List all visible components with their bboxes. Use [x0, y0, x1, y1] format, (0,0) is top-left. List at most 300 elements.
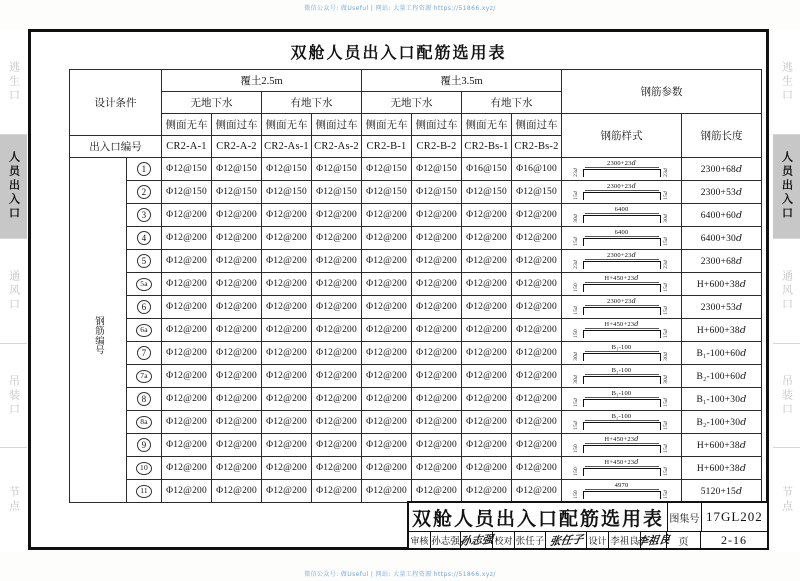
rebar-style-cell — [562, 480, 682, 503]
sign-role-label — [587, 532, 609, 548]
diagram-bar-wrap — [570, 376, 674, 385]
rebar-selection-table — [69, 69, 762, 503]
diagram-right-hook-label: 30d — [663, 214, 669, 223]
diagram-right-hook-label: 30d — [663, 352, 669, 361]
rebar-spec-cell: Φ12@200 — [162, 411, 212, 434]
diagram-dimension-line — [585, 259, 659, 260]
rebar-spec-cell: Φ12@150 — [162, 181, 212, 204]
diagram-left-hook-label: 15d — [572, 237, 579, 246]
sign-role-label-text: 设计 — [588, 535, 607, 546]
rebar-style-diagram — [570, 206, 674, 224]
rebar-spec-cell: Φ16@100 — [512, 158, 562, 181]
rebar-length-cell: H+600+38d — [682, 319, 762, 342]
rebar-length-cell: 2300+53d — [682, 296, 762, 319]
rebar-spec-cell: Φ12@150 — [312, 181, 362, 204]
row-number-badge: 4 — [137, 231, 151, 245]
diagram-bar-wrap — [570, 169, 674, 178]
diagram-dimension-line — [585, 443, 659, 444]
rebar-spec-cell: Φ12@150 — [362, 158, 412, 181]
rebar-spec-cell: Φ12@200 — [512, 250, 562, 273]
table-row — [70, 204, 762, 227]
row-number-cell — [127, 319, 162, 342]
rebar-style-cell — [562, 158, 682, 181]
table-row — [70, 273, 762, 296]
diagram-bar-shape — [583, 307, 661, 315]
diagram-bar-shape — [583, 468, 661, 476]
rebar-spec-cell: Φ12@200 — [462, 319, 512, 342]
edge-tab-节点: 节点 — [773, 448, 800, 552]
title-block-title: 双舱人员出入口配筋选用表 — [409, 503, 668, 532]
rebar-spec-cell: Φ12@200 — [162, 434, 212, 457]
sign-name-text: 李祖良 — [610, 537, 639, 547]
diagram-left-hook-label: 30d — [572, 352, 579, 361]
diagram-right-hook-label: 15d — [663, 467, 669, 476]
rebar-spec-cell: Φ12@200 — [362, 411, 412, 434]
sign-name — [515, 532, 546, 548]
rebar-spec-cell: Φ12@200 — [412, 250, 462, 273]
rebar-spec-cell: Φ12@200 — [162, 480, 212, 503]
header-entrance-no: 出入口编号 — [70, 136, 162, 158]
rebar-spec-cell: Φ12@200 — [262, 227, 312, 250]
diagram-left-hook-label: 23d — [572, 260, 579, 269]
edge-tab-人员出入口: 人员出入口 — [0, 135, 27, 240]
rebar-spec-cell: Φ12@200 — [362, 388, 412, 411]
diagram-dimension-line — [585, 167, 659, 168]
rebar-style-cell — [562, 273, 682, 296]
rebar-style-diagram — [570, 183, 674, 201]
rebar-spec-cell: Φ12@200 — [462, 204, 512, 227]
diagram-bar-wrap — [570, 399, 674, 408]
row-number-cell — [127, 158, 162, 181]
diagram-dimension-line — [585, 489, 659, 490]
header-no-car: 侧面无车 — [162, 114, 212, 136]
diagram-bar-wrap — [570, 238, 674, 247]
rebar-style-cell — [562, 365, 682, 388]
diagram-dimension-line — [585, 397, 659, 398]
row-number-badge: 6a — [136, 324, 152, 337]
rebar-spec-cell: Φ12@200 — [212, 388, 262, 411]
header-no-water-2: 无地下水 — [362, 92, 462, 114]
rebar-length-cell: H+600+38d — [682, 434, 762, 457]
sign-name — [431, 532, 461, 548]
diagram-right-hook-label: 15d — [663, 237, 669, 246]
diagram-bar-wrap — [570, 284, 674, 293]
table-row — [70, 227, 762, 250]
rebar-spec-cell: Φ12@200 — [412, 411, 462, 434]
rebar-spec-cell: Φ12@200 — [462, 480, 512, 503]
rebar-spec-cell: Φ12@200 — [212, 342, 262, 365]
row-number-badge: 1 — [137, 162, 151, 176]
entrance-code: CR2-Bs-2 — [512, 136, 562, 158]
row-number-cell — [127, 227, 162, 250]
rebar-spec-cell: Φ12@200 — [162, 296, 212, 319]
row-number-cell — [127, 204, 162, 227]
entrance-code: CR2-B-2 — [412, 136, 462, 158]
edge-tab-通风口: 通风口 — [0, 239, 27, 344]
diagram-bar-shape — [583, 215, 661, 223]
rebar-spec-cell: Φ12@150 — [362, 181, 412, 204]
rebar-length-cell: 2300+68d — [682, 158, 762, 181]
diagram-bar-wrap — [570, 192, 674, 201]
rebar-style-cell — [562, 296, 682, 319]
rebar-spec-cell: Φ12@150 — [412, 158, 462, 181]
rebar-style-diagram — [570, 436, 674, 454]
sign-role-label-text: 校对 — [494, 535, 513, 546]
rebar-spec-cell: Φ12@200 — [162, 365, 212, 388]
rebar-spec-cell: Φ12@200 — [162, 227, 212, 250]
diagram-dimension-label: 4970 — [614, 482, 629, 489]
diagram-bar-shape — [583, 169, 661, 177]
rebar-spec-cell: Φ12@200 — [212, 411, 262, 434]
rebar-length-cell: 6400+60d — [682, 204, 762, 227]
rebar-style-diagram — [570, 482, 674, 500]
rebar-spec-cell: Φ12@200 — [362, 273, 412, 296]
rebar-style-cell — [562, 204, 682, 227]
rebar-spec-cell: Φ12@200 — [412, 319, 462, 342]
title-block-row-1 — [409, 503, 767, 532]
drawing-frame — [28, 29, 769, 550]
edge-tab-吊装口: 吊装口 — [773, 344, 800, 449]
rebar-spec-cell: Φ12@200 — [512, 480, 562, 503]
rebar-spec-cell: Φ12@200 — [412, 480, 462, 503]
diagram-dimension-line — [585, 328, 659, 329]
rebar-spec-cell: Φ12@200 — [462, 250, 512, 273]
rebar-spec-cell: Φ12@150 — [512, 181, 562, 204]
row-number-badge: 8 — [137, 392, 151, 406]
sign-role-label — [409, 532, 431, 548]
rebar-spec-cell: Φ12@200 — [262, 250, 312, 273]
rebar-spec-cell: Φ12@200 — [362, 365, 412, 388]
rebar-spec-cell: Φ12@200 — [362, 296, 412, 319]
diagram-bar-shape — [583, 353, 661, 361]
atlas-number-value: 17GL202 — [702, 503, 767, 532]
rebar-spec-cell: Φ12@200 — [312, 319, 362, 342]
edge-tab-逃生口: 逃生口 — [773, 30, 800, 135]
entrance-code: CR2-As-2 — [312, 136, 362, 158]
rebar-spec-cell: Φ12@200 — [412, 227, 462, 250]
diagram-bar-wrap — [570, 491, 674, 500]
rebar-spec-cell: Φ12@200 — [212, 250, 262, 273]
watermark-top: 微信公众号: 做Useful | 网站: 大量工程资源 https://51866.xyz/ — [304, 5, 496, 12]
diagram-right-hook-label: 15d — [663, 191, 669, 200]
row-number-badge: 5a — [136, 278, 152, 291]
diagram-right-hook-label: 15d — [663, 421, 669, 430]
row-number-badge: 9 — [137, 438, 151, 452]
header-row-car — [70, 114, 762, 136]
edge-tab-通风口: 通风口 — [773, 239, 800, 344]
entrance-code: CR2-B-1 — [362, 136, 412, 158]
page-label-text: 页 — [678, 536, 689, 548]
rebar-spec-cell: Φ12@200 — [512, 319, 562, 342]
diagram-left-hook-label: 30d — [572, 375, 579, 384]
rebar-spec-cell: Φ12@200 — [362, 250, 412, 273]
row-number-cell — [127, 411, 162, 434]
rebar-style-cell — [562, 411, 682, 434]
rebar-spec-cell: Φ12@200 — [162, 273, 212, 296]
rebar-spec-cell: Φ12@200 — [262, 342, 312, 365]
page-title: 双舱人员出入口配筋选用表 — [290, 45, 507, 62]
row-number-badge: 8a — [136, 416, 152, 429]
diagram-dimension-label: B₁-100 — [611, 344, 632, 351]
diagram-dimension-label: H+450+23d — [604, 274, 639, 282]
table-row — [70, 457, 762, 480]
header-car: 侧面过车 — [512, 114, 562, 136]
table-row — [70, 342, 762, 365]
edge-tabs-right — [773, 30, 800, 552]
entrance-code: CR2-A-1 — [162, 136, 212, 158]
rebar-style-diagram — [570, 390, 674, 408]
rebar-spec-cell: Φ12@200 — [262, 457, 312, 480]
rebar-spec-cell: Φ12@200 — [412, 342, 462, 365]
diagram-right-hook-label: 15d — [663, 398, 669, 407]
diagram-left-hook-label: 15d — [572, 306, 579, 315]
rebar-style-cell — [562, 181, 682, 204]
rebar-spec-cell: Φ12@200 — [462, 342, 512, 365]
table-row — [70, 158, 762, 181]
signature-handwriting — [546, 532, 587, 548]
header-no-car: 侧面无车 — [262, 114, 312, 136]
diagram-dimension-label: H+450+23d — [604, 435, 639, 443]
rebar-spec-cell: Φ12@200 — [362, 204, 412, 227]
table-row — [70, 250, 762, 273]
header-cover-3-5: 覆土3.5m — [362, 70, 562, 92]
diagram-left-hook-label: 150 — [572, 283, 579, 292]
rebar-length-cell: 2300+68d — [682, 250, 762, 273]
title-block-signature-row — [409, 532, 767, 548]
row-number-cell — [127, 250, 162, 273]
rebar-style-diagram — [570, 275, 674, 293]
diagram-dimension-label: B₂-100 — [611, 413, 632, 420]
rebar-spec-cell: Φ12@200 — [312, 296, 362, 319]
diagram-bar-shape — [583, 399, 661, 407]
rebar-spec-cell: Φ12@200 — [212, 273, 262, 296]
rebar-spec-cell: Φ12@200 — [412, 457, 462, 480]
rebar-spec-cell: Φ12@200 — [362, 480, 412, 503]
row-number-badge: 6 — [137, 300, 151, 314]
diagram-left-hook-label: 23d — [572, 168, 579, 177]
rebar-spec-cell: Φ12@200 — [312, 457, 362, 480]
diagram-right-hook-label: 23d — [663, 168, 669, 177]
entrance-code: CR2-As-1 — [262, 136, 312, 158]
rebar-spec-cell: Φ12@200 — [362, 319, 412, 342]
edge-tab-人员出入口: 人员出入口 — [773, 135, 800, 240]
rebar-spec-cell: Φ12@200 — [412, 365, 462, 388]
rebar-spec-cell: Φ12@200 — [312, 365, 362, 388]
rebar-style-diagram — [570, 229, 674, 247]
rebar-spec-cell: Φ12@200 — [462, 273, 512, 296]
rebar-spec-cell: Φ12@200 — [362, 457, 412, 480]
diagram-dimension-line — [585, 374, 659, 375]
diagram-bar-wrap — [570, 215, 674, 224]
row-number-cell — [127, 457, 162, 480]
diagram-right-hook-label: 30d — [663, 375, 669, 384]
rebar-spec-cell: Φ12@150 — [212, 158, 262, 181]
diagram-dimension-label: H+450+23d — [604, 320, 639, 328]
rebar-spec-cell: Φ12@200 — [412, 273, 462, 296]
row-number-badge: 11 — [136, 485, 152, 498]
header-no-car: 侧面无车 — [462, 114, 512, 136]
table-row — [70, 388, 762, 411]
signature-handwriting-text: 孙志强 — [458, 533, 494, 549]
diagram-dimension-line — [585, 351, 659, 352]
diagram-dimension-line — [585, 282, 659, 283]
header-no-car: 侧面无车 — [362, 114, 412, 136]
rebar-style-diagram — [570, 321, 674, 339]
rebar-spec-cell: Φ12@200 — [212, 227, 262, 250]
rebar-spec-cell: Φ12@200 — [512, 342, 562, 365]
rebar-spec-cell: Φ12@200 — [312, 480, 362, 503]
rebar-spec-cell: Φ12@200 — [312, 342, 362, 365]
rebar-spec-cell: Φ12@200 — [462, 388, 512, 411]
header-has-water-2: 有地下水 — [462, 92, 562, 114]
rebar-spec-cell: Φ12@200 — [262, 273, 312, 296]
diagram-bar-shape — [583, 192, 661, 200]
rebar-spec-cell: Φ12@200 — [412, 434, 462, 457]
rebar-spec-cell: Φ12@200 — [262, 411, 312, 434]
rebar-spec-cell: Φ16@150 — [462, 158, 512, 181]
diagram-right-hook-label: 15d — [663, 329, 669, 338]
rebar-style-diagram — [570, 344, 674, 362]
rebar-spec-cell: Φ12@200 — [212, 457, 262, 480]
diagram-bar-shape — [583, 376, 661, 384]
rebar-spec-cell: Φ12@200 — [212, 365, 262, 388]
rebar-length-cell: B₁-100+30d — [682, 388, 762, 411]
diagram-bar-shape — [583, 284, 661, 292]
rebar-spec-cell: Φ12@200 — [312, 388, 362, 411]
diagram-bar-shape — [583, 422, 661, 430]
row-number-cell — [127, 388, 162, 411]
header-car: 侧面过车 — [312, 114, 362, 136]
rebar-spec-cell: Φ12@200 — [512, 296, 562, 319]
rebar-spec-cell: Φ12@150 — [262, 181, 312, 204]
rebar-spec-cell: Φ12@200 — [262, 204, 312, 227]
rebar-spec-cell: Φ12@200 — [512, 388, 562, 411]
row-number-badge: 5 — [137, 254, 151, 268]
signature-handwriting — [635, 532, 671, 549]
diagram-right-hook-label: 15d — [663, 444, 669, 453]
sign-role-label-text: 审核 — [410, 535, 429, 546]
diagram-left-hook-label: 15d — [572, 398, 579, 407]
diagram-dimension-label: B₂-100 — [611, 367, 632, 374]
diagram-right-hook-label: 23d — [663, 260, 669, 269]
watermark-bottom: 微信公众号: 做Useful | 网站: 大量工程资源 https://51866.xyz/ — [304, 571, 496, 578]
rebar-length-cell: 2300+53d — [682, 181, 762, 204]
rebar-style-diagram — [570, 160, 674, 178]
diagram-dimension-label: 2300+23d — [607, 159, 636, 167]
diagram-dimension-line — [585, 466, 659, 467]
diagram-dimension-line — [585, 190, 659, 191]
rebar-spec-cell: Φ12@200 — [362, 342, 412, 365]
rebar-spec-cell: Φ12@200 — [312, 250, 362, 273]
table-row — [70, 319, 762, 342]
page-label — [667, 532, 701, 548]
header-no-water-1: 无地下水 — [162, 92, 262, 114]
table-row — [70, 434, 762, 457]
row-number-badge: 3 — [137, 208, 151, 222]
rebar-length-cell: H+600+38d — [682, 457, 762, 480]
diagram-bar-wrap — [570, 353, 674, 362]
rebar-length-cell: 5120+15d — [682, 480, 762, 503]
page-number — [701, 532, 767, 548]
rebar-spec-cell: Φ12@200 — [212, 296, 262, 319]
rebar-spec-cell: Φ12@200 — [262, 388, 312, 411]
rebar-style-diagram — [570, 252, 674, 270]
diagram-left-hook-label: 150 — [572, 490, 579, 499]
row-number-cell — [127, 480, 162, 503]
rebar-spec-cell: Φ12@150 — [462, 181, 512, 204]
rebar-length-cell: H+600+38d — [682, 273, 762, 296]
diagram-dimension-label: 2300+23d — [607, 251, 636, 259]
rebar-style-diagram — [570, 459, 674, 477]
rebar-spec-cell: Φ12@200 — [512, 365, 562, 388]
rebar-style-diagram — [570, 298, 674, 316]
header-has-water-1: 有地下水 — [262, 92, 362, 114]
rebar-spec-cell: Φ12@200 — [212, 434, 262, 457]
rebar-spec-cell: Φ12@200 — [362, 434, 412, 457]
rebar-spec-cell: Φ12@200 — [262, 365, 312, 388]
rebar-spec-cell: Φ12@200 — [312, 227, 362, 250]
rebar-spec-cell: Φ12@200 — [462, 365, 512, 388]
diagram-bar-shape — [583, 261, 661, 269]
table-row — [70, 181, 762, 204]
rebar-spec-cell: Φ12@150 — [212, 181, 262, 204]
sign-name-text: 张任子 — [515, 537, 545, 547]
edge-tabs-left — [0, 30, 27, 552]
diagram-dimension-label: 2300+23d — [607, 182, 636, 190]
table-row — [70, 296, 762, 319]
signature-handwriting-text: 张任子 — [548, 533, 584, 549]
rebar-spec-cell: Φ12@200 — [512, 227, 562, 250]
diagram-right-hook-label: 15d — [663, 306, 669, 315]
atlas-number-label: 图集号 — [668, 503, 702, 532]
rebar-length-cell: B₂-100+60d — [682, 365, 762, 388]
diagram-bar-wrap — [570, 307, 674, 316]
entrance-code: CR2-A-2 — [212, 136, 262, 158]
rebar-style-cell — [562, 227, 682, 250]
rebar-spec-cell: Φ12@200 — [162, 388, 212, 411]
rebar-spec-cell: Φ12@200 — [512, 273, 562, 296]
rebar-spec-cell: Φ12@150 — [312, 158, 362, 181]
rebar-style-diagram — [570, 367, 674, 385]
rebar-spec-cell: Φ12@200 — [462, 296, 512, 319]
rebar-spec-cell: Φ12@200 — [512, 457, 562, 480]
diagram-bar-shape — [583, 445, 661, 453]
rebar-spec-cell: Φ12@200 — [512, 204, 562, 227]
edge-tab-节点: 节点 — [0, 448, 27, 552]
rebar-spec-cell: Φ12@200 — [262, 296, 312, 319]
rebar-style-cell — [562, 250, 682, 273]
sign-name-text: 孙志强 — [431, 537, 460, 547]
header-cover-2-5: 覆土2.5m — [162, 70, 362, 92]
diagram-bar-wrap — [570, 330, 674, 339]
rebar-number-group-label: 钢筋编号 — [70, 158, 127, 503]
diagram-dimension-label: H+450+23d — [604, 458, 639, 466]
diagram-right-hook-label: 15d — [663, 490, 669, 499]
diagram-bar-wrap — [570, 422, 674, 431]
row-number-badge: 7 — [137, 346, 151, 360]
rebar-spec-cell: Φ12@200 — [162, 342, 212, 365]
diagram-dimension-label: 6400 — [614, 229, 629, 236]
header-car: 侧面过车 — [412, 114, 462, 136]
rebar-length-cell: 6400+30d — [682, 227, 762, 250]
rebar-spec-cell: Φ12@200 — [362, 227, 412, 250]
row-number-cell — [127, 434, 162, 457]
rebar-spec-cell: Φ12@200 — [262, 319, 312, 342]
diagram-left-hook-label: 15d — [572, 421, 579, 430]
rebar-spec-cell: Φ12@200 — [462, 411, 512, 434]
rebar-style-cell — [562, 319, 682, 342]
rebar-style-diagram — [570, 413, 674, 431]
